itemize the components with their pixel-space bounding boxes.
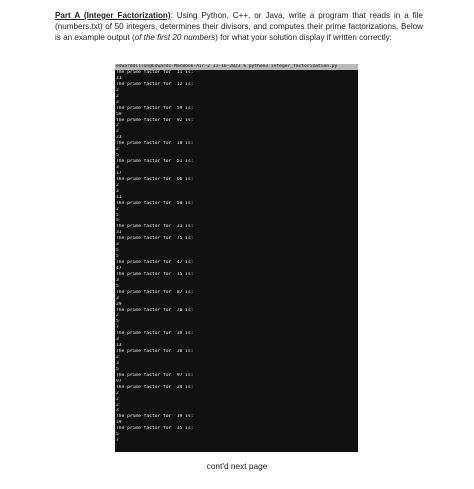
label-prefix: The prime factor for [116, 372, 172, 378]
label-prefix: The prime factor for [116, 271, 172, 277]
prime-factor-line: 5 [116, 218, 119, 224]
label-suffix: is: [182, 236, 194, 242]
prime-factor-line: 11 [116, 75, 122, 81]
prime-factor-line: 2 [116, 402, 119, 408]
label-prefix: The prime factor for [116, 349, 172, 355]
prime-factor-line: 5 [116, 432, 119, 438]
prime-factor-line: 2 [116, 396, 119, 402]
input-number: 66 [171, 176, 183, 182]
prime-factor-line: 3 [116, 242, 119, 248]
label-suffix: is: [182, 307, 194, 313]
label-suffix: is: [182, 349, 194, 355]
prime-factor-line: 29 [116, 301, 122, 307]
label-suffix: is: [182, 384, 194, 390]
input-number: 24 [171, 384, 183, 390]
label-suffix: is: [182, 141, 194, 147]
input-number: 11 [171, 70, 183, 75]
input-number: 50 [171, 200, 183, 206]
label-prefix: The prime factor for [116, 70, 172, 75]
input-number: 59 [171, 105, 183, 111]
label-prefix: The prime factor for [116, 236, 172, 242]
prime-factor-line: 3 [116, 337, 119, 343]
prime-factor-line: 97 [116, 378, 122, 384]
input-number: 39 [171, 331, 183, 337]
prime-factor-line: 5 [116, 248, 119, 254]
label-prefix: The prime factor for [116, 260, 172, 265]
label-suffix: is: [182, 117, 194, 123]
prime-factor-line: 19 [116, 420, 122, 426]
prime-factor-line: 5 [116, 366, 119, 372]
prime-factor-line: 5 [116, 254, 119, 260]
label-suffix: is: [182, 176, 194, 182]
terminal-command-line: edwarddillon@Edwards-MacBook-Air-2 11-16-2023 % python3 integer_factorization.py [115, 64, 358, 70]
continued-note: cont'd next page [206, 461, 268, 471]
label-suffix: is: [182, 81, 194, 87]
label-prefix: The prime factor for [116, 331, 172, 337]
label-prefix: The prime factor for [116, 159, 172, 165]
prime-factor-line: 2 [116, 147, 119, 153]
prime-factor-line: 7 [116, 325, 119, 331]
label-suffix: is: [182, 426, 194, 432]
intro-emphasis: of the first 20 numbers [134, 33, 216, 43]
prime-factor-line: 3 [116, 165, 119, 170]
prime-factor-line: 2 [116, 129, 119, 135]
input-number: 31 [171, 224, 183, 230]
prime-factor-line: 2 [116, 390, 119, 396]
label-suffix: is: [182, 289, 194, 295]
label-prefix: The prime factor for [116, 289, 172, 295]
label-prefix: The prime factor for [116, 224, 172, 230]
label-suffix: is: [182, 260, 194, 265]
prime-factor-line: 3 [116, 188, 119, 194]
input-number: 92 [171, 117, 183, 123]
label-prefix: The prime factor for [116, 105, 172, 111]
prime-factor-line: 3 [116, 408, 119, 414]
label-prefix: The prime factor for [116, 141, 172, 147]
label-suffix: is: [182, 331, 194, 337]
intro-text-end: ) for what your solution display if written correctly: [215, 33, 392, 43]
prime-factor-line: 3 [116, 295, 119, 301]
input-number: 10 [171, 141, 183, 147]
input-number: 70 [171, 307, 183, 313]
input-number: 30 [171, 349, 183, 355]
label-prefix: The prime factor for [116, 426, 172, 432]
intro-text-start: : Using Python, C++, or Java, write a program that reads in a file (numbers.txt) of 50 integers, determines their divisors, and computes their prime factorizations. Below is an example output ( [55, 11, 423, 43]
prime-factor-line: 31 [116, 230, 122, 236]
prime-factor-line: 11 [116, 194, 122, 200]
prime-factor-line: 5 [116, 319, 119, 325]
prime-factor-line: 5 [116, 153, 119, 159]
label-prefix: The prime factor for [116, 414, 172, 420]
prime-factor-line: 5 [116, 212, 119, 218]
input-number: 97 [171, 372, 183, 378]
label-suffix: is: [182, 271, 194, 277]
prime-factor-line: 2 [116, 93, 119, 99]
prime-factor-line: 3 [116, 99, 119, 105]
input-number: 15 [171, 271, 183, 277]
input-number: 19 [171, 414, 183, 420]
input-number: 35 [171, 426, 183, 432]
prime-factor-line: 17 [116, 170, 122, 176]
label-prefix: The prime factor for [116, 176, 172, 182]
prime-factor-line: 3 [116, 277, 119, 283]
prime-factor-line: 47 [116, 265, 122, 271]
assignment-intro [55, 10, 423, 44]
input-number: 87 [171, 289, 183, 295]
label-suffix: is: [182, 414, 194, 420]
prime-factor-line: 23 [116, 135, 122, 141]
terminal-output [115, 70, 358, 444]
prime-factor-line: 7 [116, 438, 119, 444]
prime-factor-line: 2 [116, 206, 119, 212]
label-suffix: is: [182, 372, 194, 378]
prime-factor-line: 13 [116, 343, 122, 349]
input-number: 51 [171, 159, 183, 165]
input-number: 47 [171, 260, 183, 265]
label-prefix: The prime factor for [116, 307, 172, 313]
label-suffix: is: [182, 200, 194, 206]
input-number: 75 [171, 236, 183, 242]
prime-factor-line: 2 [116, 182, 119, 188]
label-prefix: The prime factor for [116, 384, 172, 390]
prime-factor-line: 5 [116, 283, 119, 289]
input-number: 12 [171, 81, 183, 87]
section-heading: Part A (Integer Factorization) [55, 11, 171, 20]
label-suffix: is: [182, 224, 194, 230]
label-prefix: The prime factor for [116, 200, 172, 206]
terminal-screenshot [115, 64, 358, 452]
label-suffix: is: [182, 159, 194, 165]
prime-factor-line: 2 [116, 87, 119, 93]
label-prefix: The prime factor for [116, 81, 172, 87]
prime-factor-line: 2 [116, 313, 119, 319]
label-prefix: The prime factor for [116, 117, 172, 123]
label-suffix: is: [182, 105, 194, 111]
prime-factor-line: 2 [116, 355, 119, 360]
label-suffix: is: [182, 70, 194, 75]
prime-factor-line: 3 [116, 360, 119, 366]
prime-factor-line: 2 [116, 123, 119, 129]
prime-factor-line: 59 [116, 111, 122, 117]
